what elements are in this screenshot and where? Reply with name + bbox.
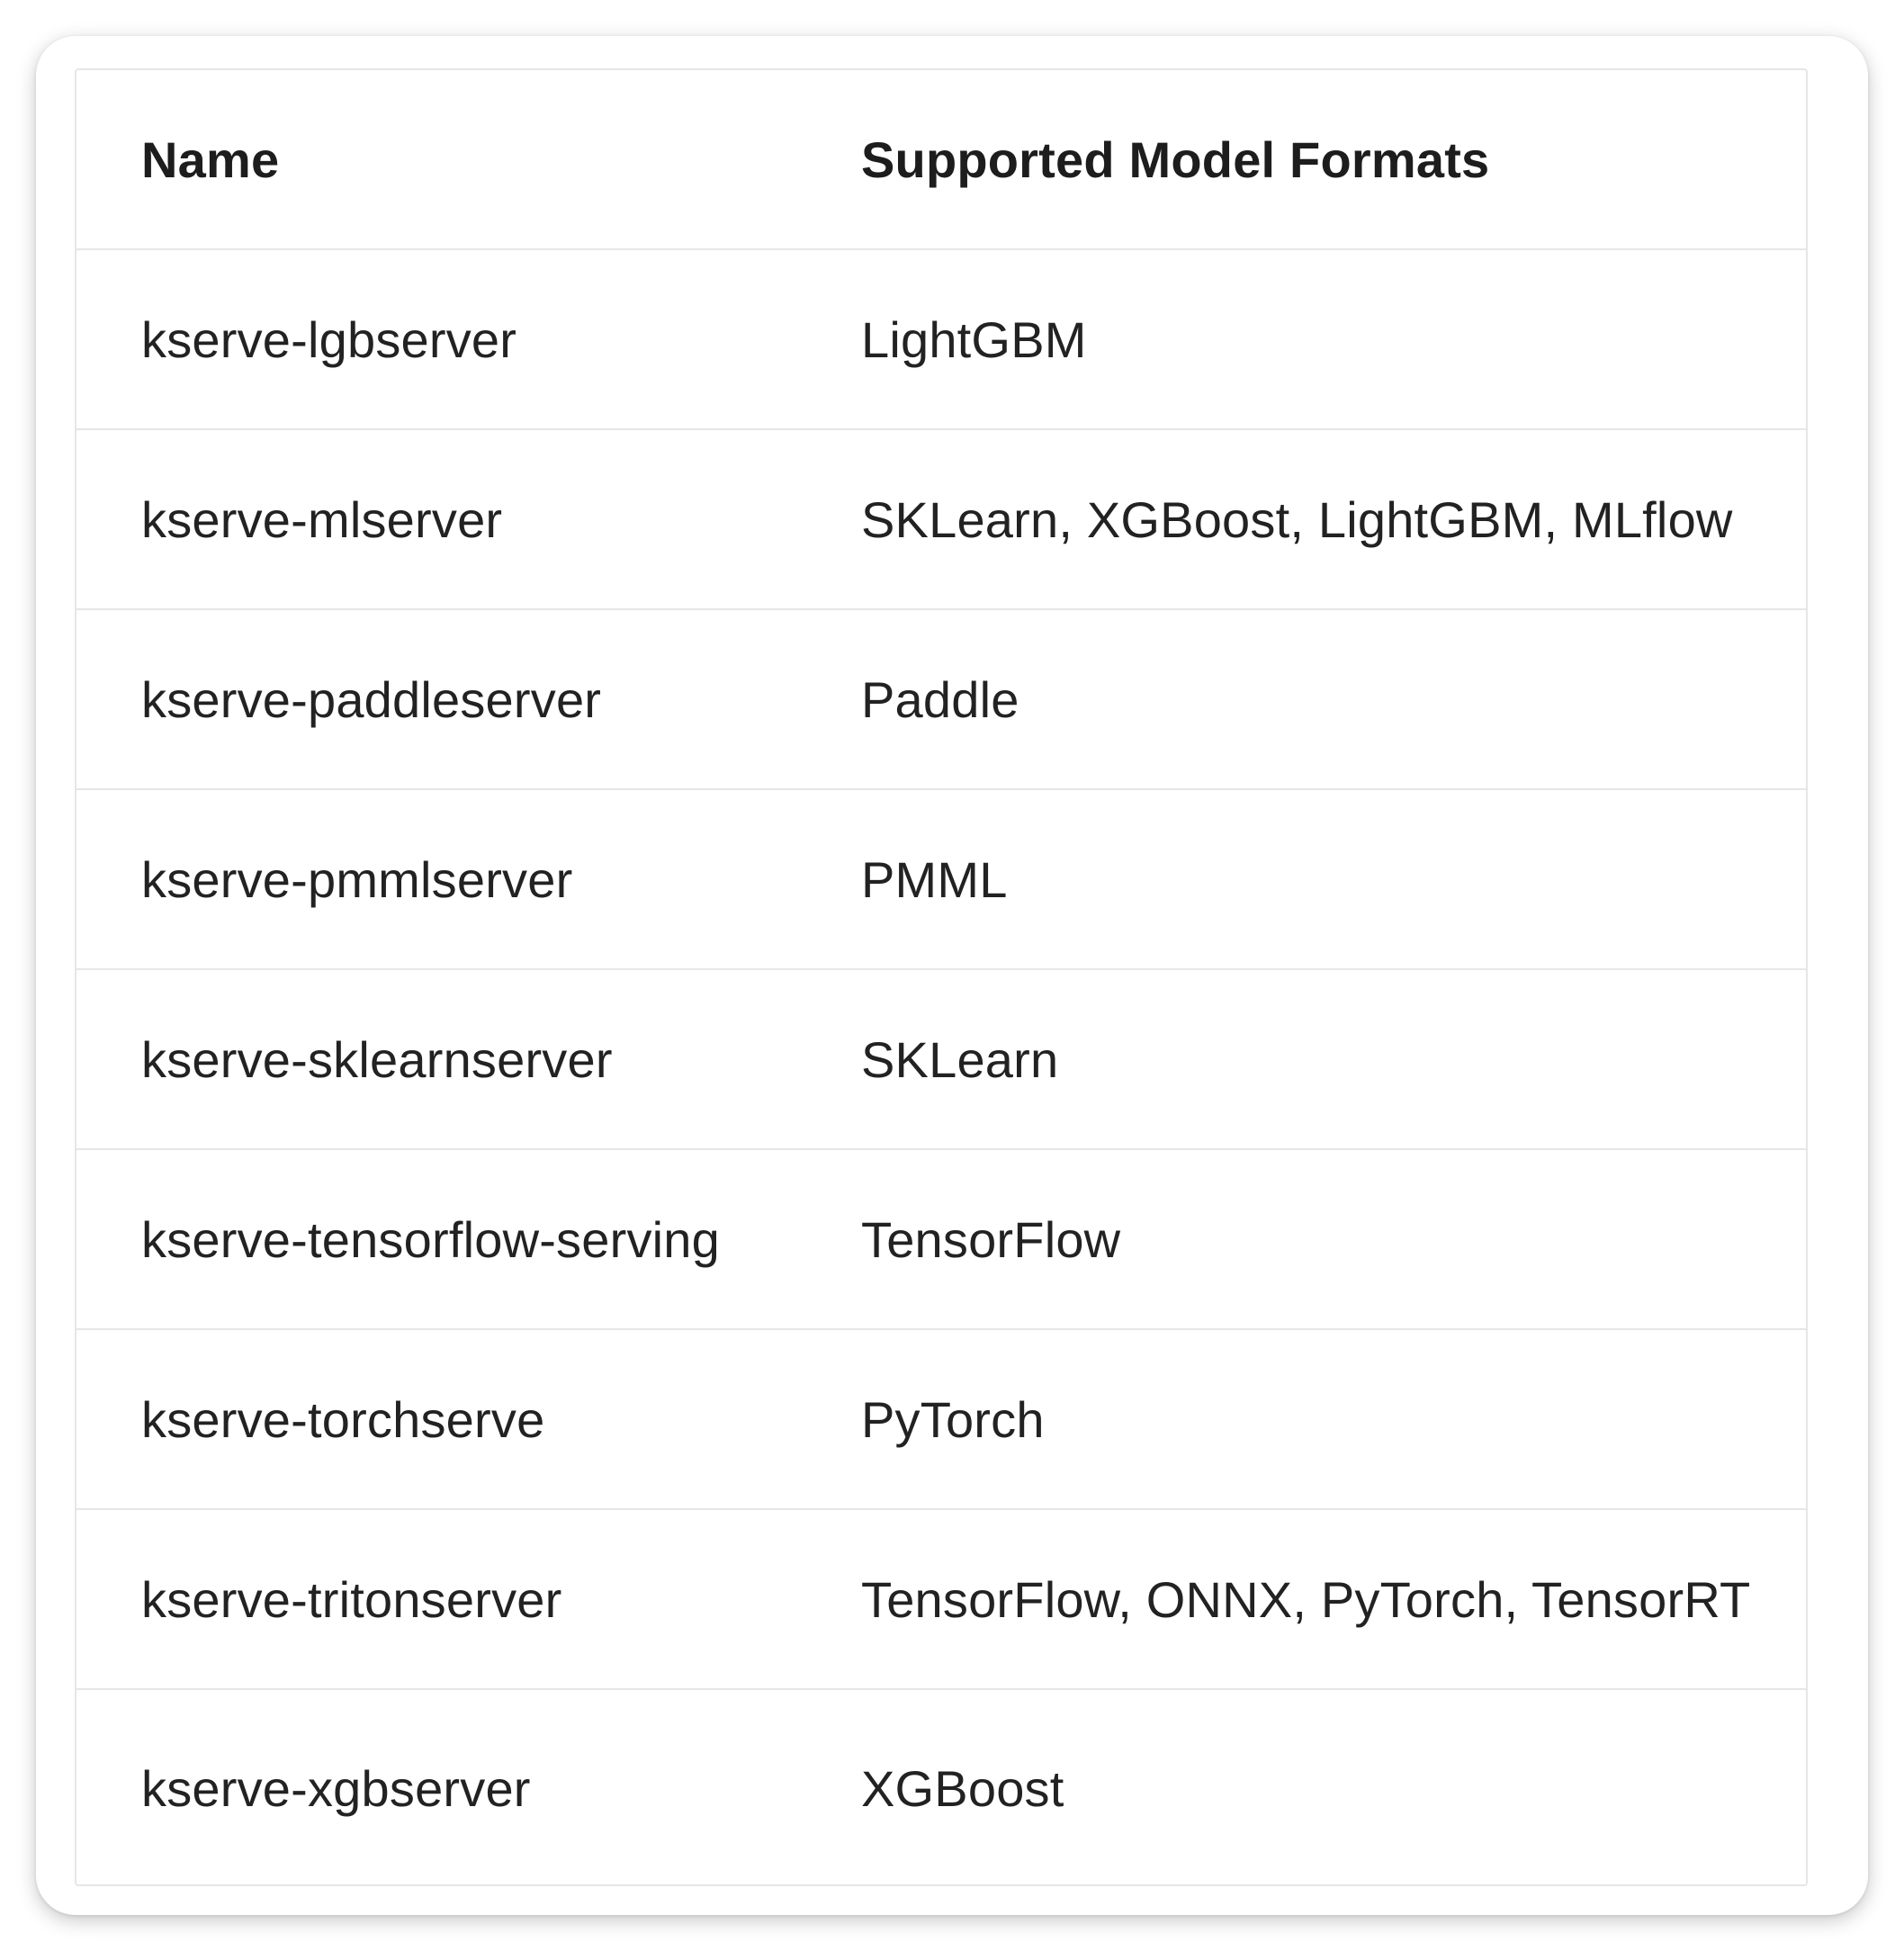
runtime-name: kserve-sklearnserver bbox=[141, 1030, 613, 1088]
runtime-name: kserve-lgbserver bbox=[141, 310, 517, 368]
runtime-name: kserve-paddleserver bbox=[141, 670, 602, 728]
runtime-formats: TensorFlow, ONNX, PyTorch, TensorRT bbox=[861, 1570, 1751, 1628]
runtime-formats: SKLearn, XGBoost, LightGBM, MLflow bbox=[861, 490, 1733, 548]
table-row bbox=[76, 1510, 1806, 1690]
card bbox=[36, 36, 1868, 1915]
table-header-row bbox=[76, 70, 1806, 250]
serving-runtimes-table bbox=[75, 68, 1808, 1886]
runtime-formats: SKLearn bbox=[861, 1030, 1059, 1088]
runtime-name: kserve-mlserver bbox=[141, 490, 503, 548]
header-supported-model-formats: Supported Model Formats bbox=[861, 130, 1490, 188]
runtime-formats: Paddle bbox=[861, 670, 1019, 728]
runtime-name: kserve-xgbserver bbox=[141, 1759, 531, 1817]
table-row bbox=[76, 250, 1806, 430]
runtime-formats: TensorFlow bbox=[861, 1210, 1121, 1268]
runtime-name: kserve-torchserve bbox=[141, 1390, 545, 1448]
runtime-formats: PMML bbox=[861, 850, 1008, 908]
runtime-name: kserve-pmmlserver bbox=[141, 850, 573, 908]
table-row bbox=[76, 790, 1806, 970]
table-row bbox=[76, 430, 1806, 610]
table-row bbox=[76, 1690, 1806, 1886]
runtime-formats: XGBoost bbox=[861, 1759, 1064, 1817]
table-row bbox=[76, 610, 1806, 790]
runtime-formats: LightGBM bbox=[861, 310, 1087, 368]
header-name: Name bbox=[141, 130, 280, 188]
runtime-name: kserve-tritonserver bbox=[141, 1570, 562, 1628]
runtime-formats: PyTorch bbox=[861, 1390, 1045, 1448]
table-row bbox=[76, 1150, 1806, 1330]
table-row bbox=[76, 970, 1806, 1150]
table-row bbox=[76, 1330, 1806, 1510]
runtime-name: kserve-tensorflow-serving bbox=[141, 1210, 720, 1268]
